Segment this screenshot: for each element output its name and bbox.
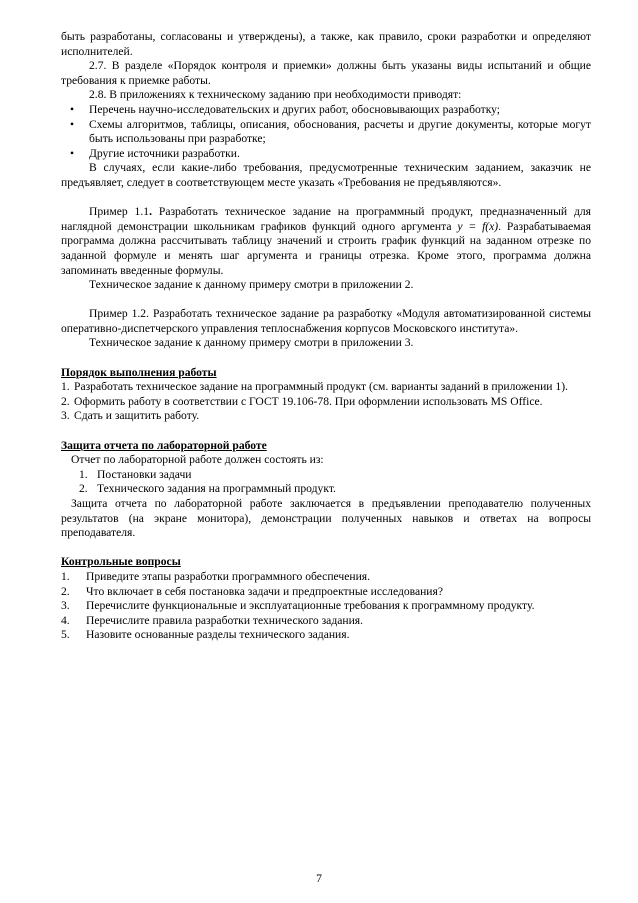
example-1-2-paragraph: Пример 1.2. Разработать техническое задание ра разработку «Модуля автоматизированной системы оперативно-диспетчерского управления теплоснабжения корпусов Московского института». — [61, 307, 591, 335]
list-item: 2. Оформить работу в соответствии с ГОСТ 19.106-78. При оформлении использовать MS Office. — [61, 394, 543, 408]
list-item: 2. Технического задания на программный продукт. — [79, 482, 336, 496]
bullet-icon: • — [70, 146, 75, 160]
example-1-2-reference: Техническое задание к данному примеру смотри в приложении 3. — [89, 336, 414, 350]
list-item: • Другие источники разработки. — [70, 146, 240, 160]
paragraph-2-7: 2.7. В разделе «Порядок контроля и приемки» должны быть указаны виды испытаний и общие требования к приемке работы. — [61, 59, 591, 87]
defense-intro: Отчет по лабораторной работе должен состоять из: — [71, 453, 324, 467]
appendix-bullet-list — [61, 103, 591, 161]
list-item: • Схемы алгоритмов, таблицы, описания, обоснования, расчеты и другие документы, которые могут быть использованы при разработке; — [70, 117, 591, 146]
defense-paragraph: Защита отчета по лабораторной работе заключается в предъявлении преподавателю полученных результатов (на экране монитора), демонстрации полученных навыков и ответах на вопросы преподавателя. — [61, 497, 591, 540]
example-1-1-reference: Техническое задание к данному примеру смотри в приложении 2. — [89, 278, 414, 292]
list-item: • Перечень научно-исследовательских и других работ, обосновывающих разработку; — [70, 102, 501, 116]
list-item: 1. Постановки задачи — [79, 467, 192, 481]
example-1-1-paragraph: Пример 1.1. Разработать техническое задание на программный продукт, предназначенный для наглядной демонстрации школьникам графиков функций одного аргумента y = f(x). Разрабатываемая программа должна рассчитывать таблицу значений и строить график функций на заданном отрезке по заданной формуле и менять шаг аргумента и границы отрезка. Кроме этого, программа должна запоминать введенные формулы. — [61, 205, 591, 277]
bullet-icon: • — [70, 117, 75, 131]
list-item: 4. Перечислите правила разработки технического задания. — [61, 613, 364, 627]
requirements-note-paragraph: В случаях, если какие-либо требования, предусмотренные техническим заданием, заказчик не предъявляет, следует в соответствующем месте указать «Требования не предъявляются». — [61, 161, 591, 189]
procedure-heading: Порядок выполнения работы — [61, 365, 217, 379]
list-item: 5. Назовите основанные разделы технического задания. — [61, 628, 350, 642]
defense-heading: Защита отчета по лабораторной работе — [61, 438, 267, 452]
example-1-1-label: Пример 1.1 — [89, 205, 150, 219]
list-item: 2. Что включает в себя постановка задачи и предпроектные исследования? — [61, 584, 443, 598]
paragraph-2-8: 2.8. В приложениях к техническому заданию при необходимости приводят: — [89, 88, 462, 102]
list-item: 1. Приведите этапы разработки программного обеспечения. — [61, 569, 371, 583]
page-number: 7 — [316, 872, 322, 885]
questions-heading: Контрольные вопросы — [61, 555, 181, 569]
document-page — [61, 30, 591, 643]
bullet-icon: • — [70, 102, 75, 116]
list-item: 1. Разработать техническое задание на программный продукт (см. варианты заданий в приложении 1). — [61, 380, 568, 394]
formula: y = f(x) — [457, 219, 499, 233]
list-item: 3. Сдать и защитить работу. — [61, 409, 200, 423]
continuation-paragraph: быть разработаны, согласованы и утверждены), а также, как правило, сроки разработки и определяют исполнителей. — [61, 30, 591, 58]
list-item: 3. Перечислите функциональные и эксплуатационные требования к программному продукту. — [61, 599, 535, 613]
